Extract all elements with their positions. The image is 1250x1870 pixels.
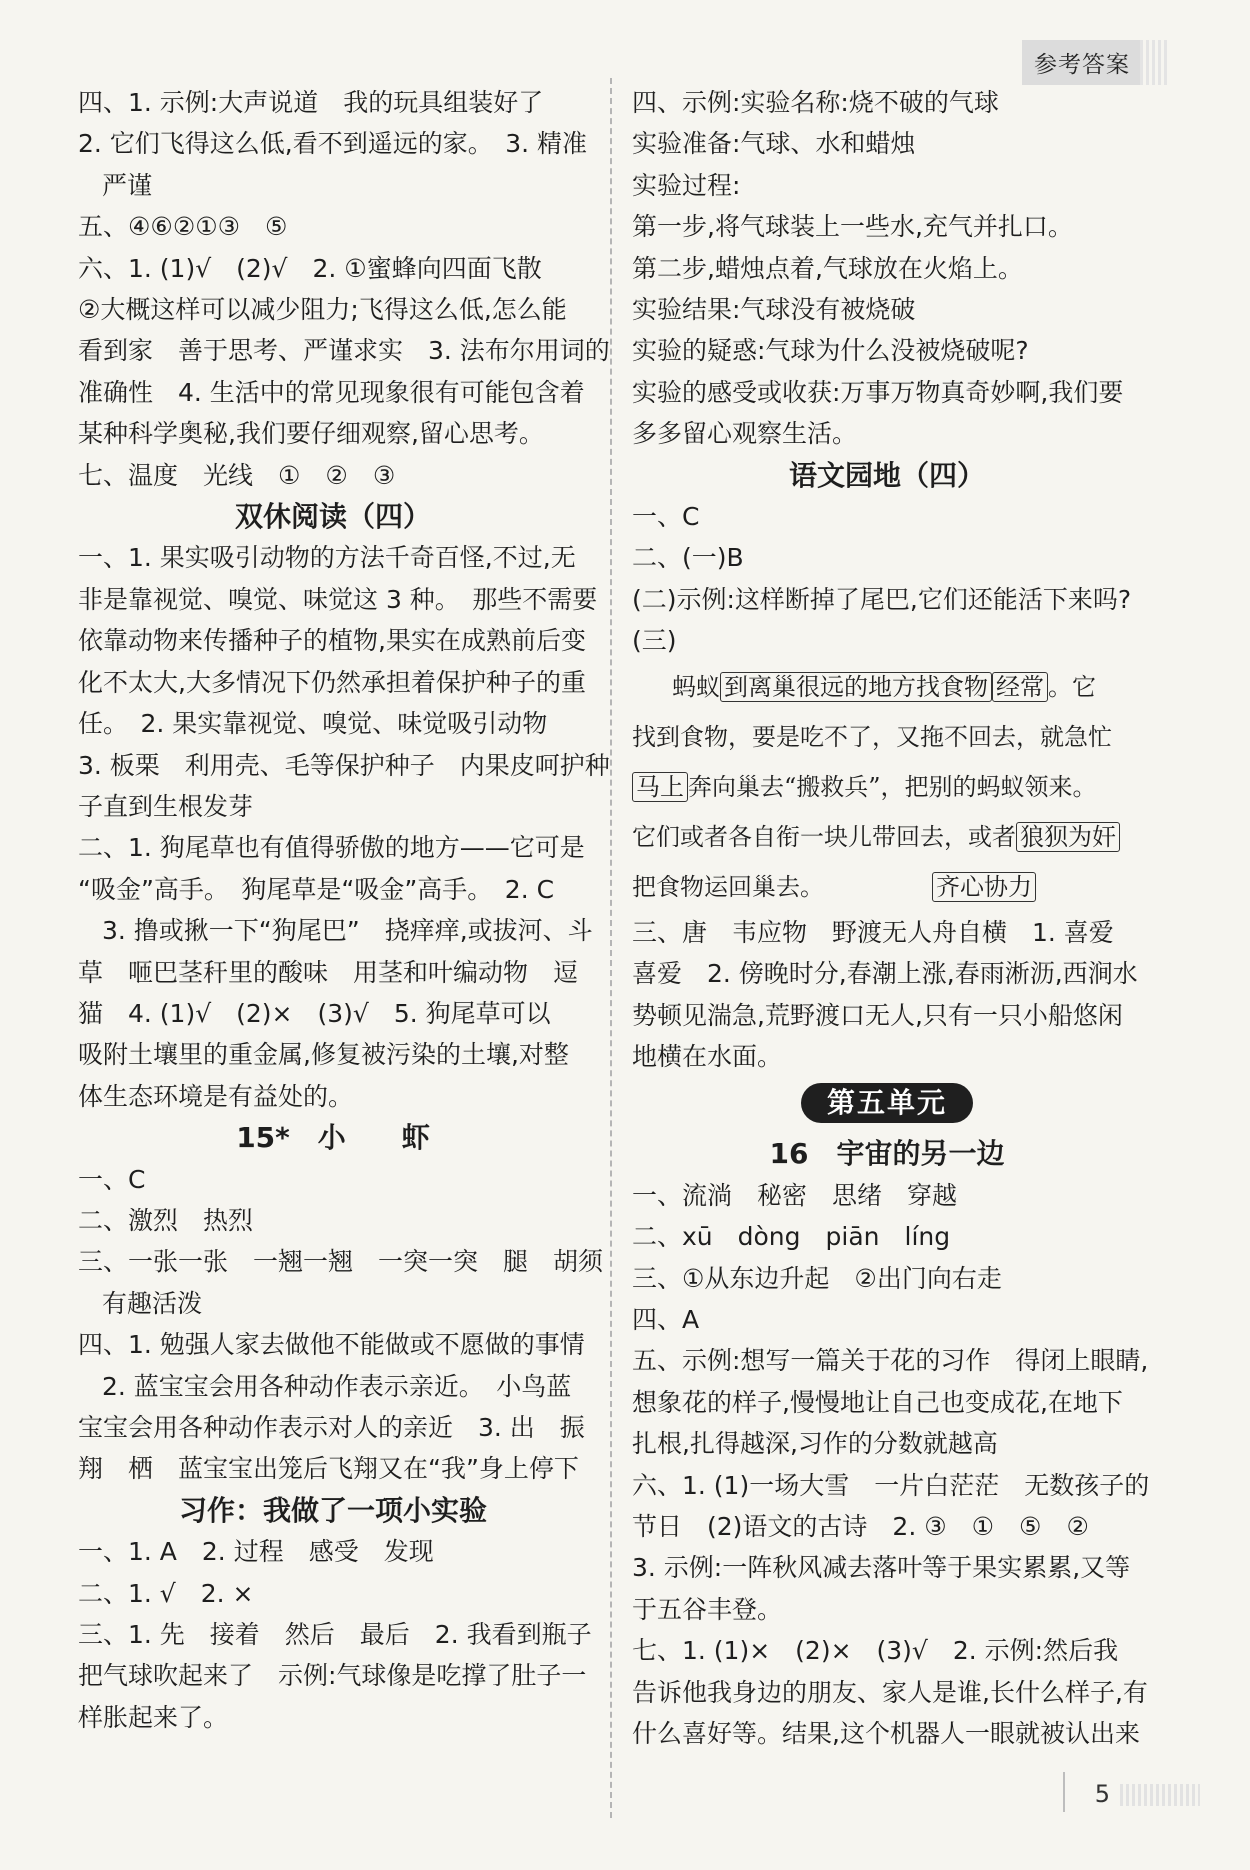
answer-line: 吸附土壤里的重金属,修复被污染的土壤,对整 [78,1040,569,1070]
hw-box: 齐心协力 [932,872,1036,902]
hw-line-1 [632,662,1142,712]
answer-line: 想象花的样子,慢慢地让自己也变成花,在地下 [632,1387,1123,1417]
answer-line: 有趣活泼 [102,1288,203,1318]
hw-box: 马上 [632,772,688,802]
answer-line: 三、1. 先 接着 然后 最后 2. 我看到瓶子 [78,1620,592,1650]
hw-text: 它们或者各自衔一块儿带回去，或者 [632,822,1016,851]
answer-line: 四、1. 勉强人家去做他不能做或不愿做的事情 [78,1330,585,1360]
answer-line: 一、1. 果实吸引动物的方法千奇百怪,不过,无 [78,543,576,573]
answer-line: “吸金”高手。 狗尾草是“吸金”高手。 2. C [78,874,555,904]
answer-line: (三) [632,626,677,656]
answer-line: 扎根,扎得越深,习作的分数就越高 [632,1429,998,1459]
handwritten-passage [632,662,1142,912]
answer-line: 猫 4. (1)√ (2)× (3)√ 5. 狗尾草可以 [78,998,551,1028]
column-divider [610,78,612,1818]
answer-line: 严谨 [102,170,153,200]
answer-line: 二、激烈 热烈 [78,1205,254,1235]
answer-line: 把气球吹起来了 示例:气球像是吃撑了肚子一 [78,1661,587,1691]
page-number: 5 [1094,1780,1110,1808]
answer-line: 实验的疑惑:气球为什么没被烧破呢? [632,336,1029,366]
left-column [78,82,610,1738]
hw-text: 蚂蚁 [672,672,720,701]
answer-line: 三、一张一张 一翘一翘 一突一突 腿 胡须 [78,1247,604,1277]
right-column-top [632,82,1142,662]
hw-box: 狼狈为奸 [1016,822,1120,852]
answer-line: 于五谷丰登。 [632,1594,783,1624]
answer-line: 实验结果:气球没有被烧破 [632,295,916,325]
answer-line: 五、④⑥②①③ ⑤ [78,212,288,242]
answer-line: 体生态环境是有益处的。 [78,1081,354,1111]
answer-line: 四、示例:实验名称:烧不破的气球 [632,88,999,117]
section-heading: 15* 小 虾 [236,1121,430,1155]
answer-line: 五、示例:想写一篇关于花的习作 得闭上眼睛, [632,1346,1149,1376]
section-heading: 语文园地（四） [788,458,985,492]
answer-line: 三、①从东边升起 ②出门向右走 [632,1263,1002,1293]
hw-box: 经常 [992,672,1048,702]
page-number-stripe [1120,1784,1200,1806]
right-column-bottom [632,1133,1150,1754]
answer-line: 看到家 善于思考、严谨求实 3. 法布尔用词的 [78,336,610,366]
answer-line: 喜爱 2. 傍晚时分,春潮上涨,春雨淅沥,西涧水 [632,959,1138,989]
answer-line: 翔 栖 蓝宝宝出笼后飞翔又在“我”身上停下 [78,1454,579,1484]
answer-line: 七、温度 光线 ① ② ③ [78,460,396,490]
hw-line-5 [632,862,1142,912]
answer-line: 实验过程: [632,170,741,200]
answer-line: 七、1. (1)× (2)× (3)√ 2. 示例:然后我 [632,1636,1119,1666]
answer-line: 一、流淌 秘密 思绪 穿越 [632,1180,958,1210]
answer-line: 准确性 4. 生活中的常见现象很有可能包含着 [78,377,585,407]
hw-box: 到离巢很远的地方找食物 [720,672,992,702]
answer-line: 告诉他我身边的朋友、家人是谁,长什么样子,有 [632,1677,1148,1707]
answer-line: 任。 2. 果实靠视觉、嗅觉、味觉吸引动物 [78,709,548,739]
right-column-mid [632,912,1142,1078]
answer-line: 二、1. √ 2. × [78,1578,254,1608]
answer-line: 宝宝会用各种动作表示对人的亲近 3. 出 振 [78,1413,585,1442]
section-heading: 16 宇宙的另一边 [769,1137,1005,1171]
answer-line: 三、唐 韦应物 野渡无人舟自横 1. 喜爱 [632,917,1114,947]
answer-line: 3. 撸或揪一下“狗尾巴” 挠痒痒,或拔河、斗 [102,916,593,946]
hw-text: 把食物运回巢去。 [632,872,812,901]
answer-line: ②大概这样可以减少阻力;飞得这么低,怎么能 [78,295,567,325]
answer-line: 化不太大,大多情况下仍然承担着保护种子的重 [78,667,586,697]
answer-line: 节日 (2)语文的古诗 2. ③ ① ⑤ ② [632,1511,1089,1541]
answer-line: 子直到生根发芽 [78,791,254,821]
answer-line: 地横在水面。 [632,1041,783,1071]
answer-line: 2. 它们飞得这么低,看不到遥远的家。 3. 精准 [78,129,588,159]
answer-line: 第一步,将气球装上一些水,充气并扎口。 [632,212,1073,242]
answer-line: 非是靠视觉、嗅觉、味觉这 3 种。 那些不需要 [78,584,598,614]
answer-line: 四、1. 示例:大声说道 我的玩具组装好了 [78,88,544,117]
answer-line: 六、1. (1)一场大雪 一片白茫茫 无数孩子的 [632,1470,1150,1500]
hw-text: 。它 [1048,672,1096,701]
answer-line: 实验准备:气球、水和蜡烛 [632,129,916,159]
unit-badge: 第五单元 [801,1083,973,1123]
answer-line: 3. 示例:一阵秋风减去落叶等于果实累累,又等 [632,1553,1131,1583]
answer-line: 某种科学奥秘,我们要仔细观察,留心思考。 [78,419,544,449]
hw-line-2: 找到食物，要是吃不了，又拖不回去，就急忙 [632,722,1112,751]
answer-line: 四、A [632,1304,700,1334]
section-heading: 习作：我做了一项小实验 [178,1493,487,1527]
answer-line: 二、xū dòng piān líng [632,1222,951,1252]
right-column [632,82,1150,1754]
answer-line: 什么喜好等。结果,这个机器人一眼就被认出来 [632,1719,1140,1748]
answer-line: (二)示例:这样断掉了尾巴,它们还能活下来吗? [632,584,1132,614]
hw-line-4 [632,812,1142,862]
answer-line: 一、C [632,502,700,532]
answer-line: 依靠动物来传播种子的植物,果实在成熟前后变 [78,626,586,656]
section-heading: 双休阅读（四） [234,500,431,534]
answer-line: 样胀起来了。 [78,1702,229,1732]
answer-line: 实验的感受或收获:万事万物真奇妙啊,我们要 [632,377,1124,407]
answer-line: 多多留心观察生活。 [632,419,858,449]
answer-line: 2. 蓝宝宝会用各种动作表示亲近。 小鸟蓝 [102,1371,572,1401]
answer-line: 二、1. 狗尾草也有值得骄傲的地方——它可是 [78,833,585,863]
unit-badge-wrap [632,1077,1142,1133]
hw-text: 奔向巢去“搬救兵”，把别的蚂蚁领来。 [688,772,1097,801]
answer-line: 六、1. (1)√ (2)√ 2. ①蜜蜂向四面飞散 [78,253,542,283]
answer-line: 势顿见湍急,荒野渡口无人,只有一只小船悠闲 [632,1000,1123,1030]
answer-line: 一、1. A 2. 过程 感受 发现 [78,1537,434,1567]
answer-line: 3. 板栗 利用壳、毛等保护种子 内果皮呵护种 [78,750,610,780]
answer-line: 草 咂巴茎秆里的酸味 用茎和叶编动物 逗 [78,957,579,987]
answer-line: 一、C [78,1164,146,1194]
header-tag: 参考答案 [1022,40,1140,85]
answer-line: 二、(一)B [632,543,744,573]
hw-line-3 [632,762,1142,812]
answer-line: 第二步,蜡烛点着,气球放在火焰上。 [632,253,1023,283]
page-number-bar [1063,1772,1065,1812]
